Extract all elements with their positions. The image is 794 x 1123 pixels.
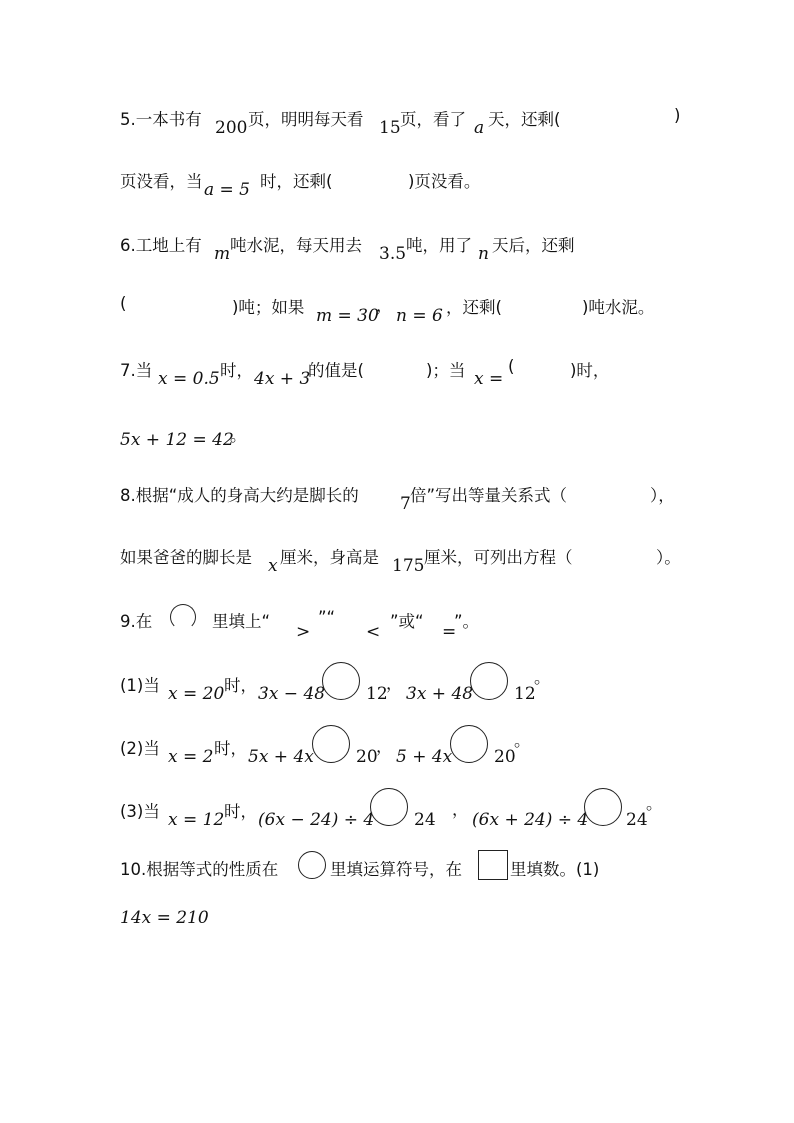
q9-expr-1: 5x + 4x — [248, 747, 314, 767]
q7-math-4x3: 4x + 3 — [254, 369, 311, 389]
q7-answer-open: ( — [508, 357, 515, 376]
q9-value-1: 20 — [356, 747, 378, 767]
q5-text: )页没看。 — [408, 172, 481, 191]
q5-text: 页，明明每天看 — [248, 110, 364, 129]
q9-text: 时， — [224, 676, 257, 695]
q8-text: 如果爸爸的脚长是 — [120, 548, 252, 567]
q9-text: ”“ — [318, 608, 336, 627]
q9-expr-1: 3x − 48 — [258, 684, 326, 704]
number-box[interactable] — [478, 850, 508, 880]
q6-text: 6.工地上有 — [120, 236, 202, 255]
q9-text: ”。 — [454, 612, 480, 631]
q9-expr-2: 5 + 4x — [396, 747, 453, 767]
q10-text: 里填数。(1) — [510, 860, 600, 879]
q10-text: 里填运算符号，在 — [330, 860, 462, 879]
q9-sep: ， — [376, 737, 393, 756]
operator-circle[interactable] — [298, 851, 326, 879]
q6-answer-open: ( — [120, 294, 127, 313]
q5-text: 页没看，当 — [120, 172, 203, 191]
q9-symbol-gt: > — [296, 622, 311, 642]
q8-math-175: 175 — [392, 556, 425, 576]
q9-period: 。 — [514, 731, 531, 750]
q9-value-1: 24 — [414, 810, 436, 830]
q9-part-label: (1)当 — [120, 676, 160, 695]
q9-part-cond: x = 12 — [168, 810, 225, 830]
q8-text: 倍”写出等量关系式（ — [410, 486, 568, 505]
compare-circle[interactable] — [584, 788, 622, 826]
q9-part-label: (3)当 — [120, 802, 160, 821]
q5-text: 时，还剩( — [260, 172, 333, 191]
q9-value-1: 12 — [366, 684, 388, 704]
q5-math-a: a — [474, 118, 485, 138]
q7-text: )；当 — [426, 361, 466, 380]
q5-text: 天，还剩( — [488, 110, 561, 129]
q7-period: 。 — [230, 426, 247, 445]
q5-answer-close: ) — [674, 106, 681, 125]
q5-math-15: 15 — [379, 118, 401, 138]
q9-period: 。 — [534, 668, 551, 687]
q6-math-3.5: 3.5 — [379, 244, 407, 264]
q8-math-7: 7 — [400, 494, 411, 514]
q8-text: ）。 — [656, 548, 681, 567]
q6-text: 吨，用了 — [406, 236, 472, 255]
q7-text: 7.当 — [120, 361, 153, 380]
q6-math-m30: m = 30 — [316, 306, 379, 326]
q9-part-label: (2)当 — [120, 739, 160, 758]
q6-math-n: n — [478, 244, 489, 264]
q7-equation: 5x + 12 = 42 — [120, 430, 234, 450]
compare-circle[interactable] — [370, 788, 408, 826]
q9-sep: ， — [386, 674, 403, 693]
q9-period: 。 — [646, 794, 663, 813]
q9-text: 时， — [214, 739, 247, 758]
compare-circle[interactable] — [470, 662, 508, 700]
q7-math-xeq: x = — [474, 369, 504, 389]
q9-text: 时， — [224, 802, 257, 821]
q6-text: )吨水泥。 — [582, 298, 655, 317]
q9-value-2: 24 — [626, 810, 648, 830]
q7-text: )时， — [570, 361, 610, 380]
compare-circle[interactable] — [312, 725, 350, 763]
q7-text: 时， — [220, 361, 253, 380]
q9-expr-2: (6x + 24) ÷ 4 — [472, 810, 589, 830]
q5-math-200: 200 — [215, 118, 248, 138]
q5-math-a5: a = 5 — [204, 180, 251, 200]
q8-text: 8.根据“成人的身高大约是脚长的 — [120, 486, 359, 505]
q8-text: ）， — [650, 486, 675, 505]
q9-expr-2: 3x + 48 — [406, 684, 474, 704]
q5-text: 5.一本书有 — [120, 110, 202, 129]
compare-circle[interactable] — [322, 662, 360, 700]
compare-circle[interactable] — [450, 725, 488, 763]
q9-text: 9.在 — [120, 612, 153, 631]
q6-math-m: m — [214, 244, 231, 264]
q8-math-x: x — [268, 556, 278, 576]
q6-comma: ， — [376, 296, 393, 315]
q9-value-2: 20 — [494, 747, 516, 767]
q6-text: ，还剩( — [446, 298, 502, 317]
q6-text: 天后，还剩 — [492, 236, 575, 255]
q9-text: ”或“ — [390, 612, 424, 631]
circle-blank-icon — [170, 604, 196, 630]
q7-math-x05: x = 0.5 — [158, 369, 220, 389]
q8-text: 厘米，身高是 — [280, 548, 379, 567]
q9-symbol-lt: < — [366, 622, 381, 642]
q9-part-cond: x = 20 — [168, 684, 225, 704]
q9-symbol-eq: = — [442, 622, 457, 642]
q6-math-n6: n = 6 — [396, 306, 443, 326]
q5-text: 页，看了 — [400, 110, 466, 129]
q8-text: 厘米，可列出方程（ — [424, 548, 573, 567]
q10-text: 10.根据等式的性质在 — [120, 860, 279, 879]
q10-equation: 14x = 210 — [120, 908, 209, 928]
q6-text: )吨；如果 — [232, 298, 305, 317]
q9-value-2: 12 — [514, 684, 536, 704]
q9-part-cond: x = 2 — [168, 747, 214, 767]
q9-expr-1: (6x − 24) ÷ 4 — [258, 810, 375, 830]
q9-text: 里填上“ — [212, 612, 271, 631]
q7-text: 的值是( — [308, 361, 364, 380]
q6-text: 吨水泥，每天用去 — [230, 236, 362, 255]
q9-sep: ， — [452, 800, 469, 819]
